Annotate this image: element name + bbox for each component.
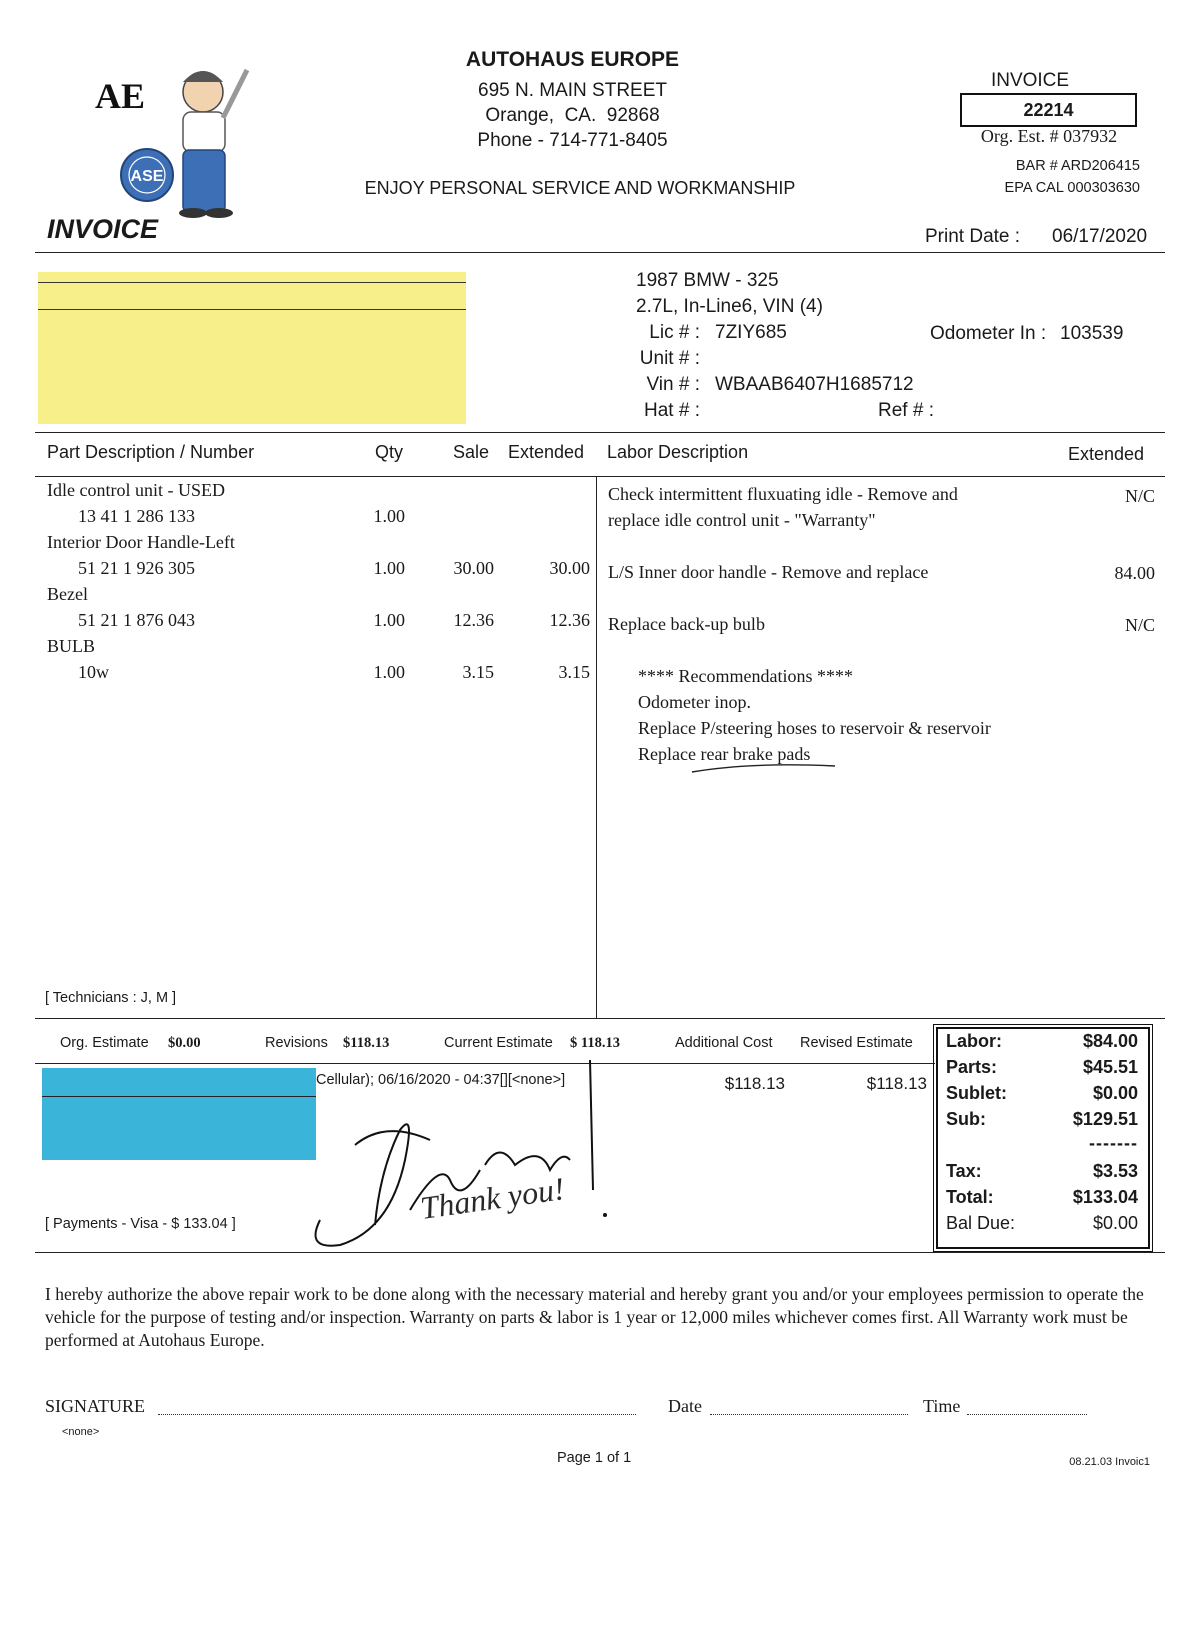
- labor-description-cont: replace idle control unit - "Warranty": [608, 510, 876, 530]
- payments: [ Payments - Visa - $ 133.04 ]: [45, 1216, 236, 1232]
- part-sale: 12.36: [453, 610, 494, 630]
- recommendation-item: Odometer inop.: [638, 692, 751, 712]
- totals-label: Sublet:: [946, 1083, 1007, 1103]
- technicians: [ Technicians : J, M ]: [45, 990, 177, 1006]
- vehicle-model: 1987 BMW - 325: [636, 270, 779, 291]
- lic-number: 7ZIY685: [715, 322, 787, 343]
- time-label: Time: [923, 1396, 961, 1416]
- part-qty: 1.00: [373, 610, 405, 630]
- totals-row: [938, 1185, 1138, 1211]
- totals-value: $0.00: [1092, 1083, 1138, 1103]
- invoice-number: 22214: [1023, 100, 1074, 120]
- revisions-label: Revisions: [265, 1035, 328, 1051]
- totals-label: Bal Due:: [946, 1213, 1016, 1233]
- print-date-label: Print Date :: [925, 226, 1021, 247]
- totals-value: $3.53: [1092, 1161, 1138, 1181]
- totals-label: Parts:: [946, 1057, 998, 1077]
- totals-row: [938, 1211, 1138, 1237]
- totals-row: [938, 1081, 1138, 1107]
- labor-extended: N/C: [1124, 615, 1155, 635]
- part-qty: 1.00: [373, 662, 405, 682]
- odometer-label: Odometer In :: [930, 323, 1047, 344]
- date-line: [710, 1414, 908, 1415]
- totals-label: Sub:: [946, 1109, 986, 1129]
- table-bottom-divider: [35, 1018, 1165, 1019]
- labor-description: Check intermittent fluxuating idle - Remove and: [608, 484, 958, 504]
- shop-city: Orange, CA. 92868: [485, 105, 660, 126]
- table-header-divider: [35, 476, 1165, 477]
- col-header-sale: Sale: [453, 442, 490, 462]
- recommendation-item: Replace P/steering hoses to reservoir & reservoir: [638, 718, 991, 738]
- labor-extended: N/C: [1124, 486, 1155, 506]
- totals-value: $0.00: [1092, 1213, 1138, 1233]
- part-extended: 3.15: [558, 662, 590, 682]
- handwritten-underline: [690, 760, 840, 776]
- shop-tagline: ENJOY PERSONAL SERVICE AND WORKMANSHIP: [364, 178, 796, 198]
- signature-label: SIGNATURE: [45, 1396, 146, 1416]
- labor-extended: 84.00: [1114, 563, 1155, 583]
- totals-label: Labor:: [946, 1031, 1002, 1051]
- estimate-row-additional: $118.13: [724, 1074, 785, 1093]
- ref-label: Ref # :: [878, 400, 934, 421]
- bar-number: BAR # ARD206415: [1015, 158, 1140, 174]
- labor-description: Replace back-up bulb: [608, 614, 765, 634]
- part-sale: 3.15: [462, 662, 494, 682]
- epa-number: EPA CAL 000303630: [1004, 180, 1140, 196]
- totals-bottom-divider: [35, 1252, 1165, 1253]
- vehicle-divider: [35, 432, 1165, 433]
- odometer-value: 103539: [1060, 323, 1124, 344]
- part-qty: 1.00: [373, 558, 405, 578]
- invoice-label: INVOICE: [990, 70, 1070, 91]
- form-code: 08.21.03 Invoic1: [1069, 1456, 1150, 1468]
- customer-redaction: [38, 272, 466, 424]
- totals-separator: -------: [1089, 1133, 1138, 1153]
- part-qty: 1.00: [373, 506, 405, 526]
- totals-box: [936, 1027, 1150, 1249]
- additional-cost-label: Additional Cost: [675, 1035, 773, 1051]
- shop-logo: [95, 30, 265, 220]
- labor-description: L/S Inner door handle - Remove and replace: [608, 562, 929, 582]
- authorization-text: I hereby authorize the above repair work to be done along with the necessary material and hereby grant you and/or your employees permission to operate the vehicle for the purpose of testing and/or inspection. Warranty on parts & labor is 1 year or 12,000 miles whichever comes first. All Warranty work must be performed at Autohaus Europe.: [45, 1284, 1144, 1350]
- current-estimate-label: Current Estimate: [444, 1035, 553, 1051]
- date-label: Date: [668, 1396, 702, 1416]
- page-number: Page 1 of 1: [557, 1450, 632, 1466]
- part-number: 51 21 1 876 043: [78, 610, 195, 630]
- totals-value: $129.51: [1072, 1109, 1138, 1129]
- table-column-divider: [596, 476, 597, 1018]
- recommendations-title: **** Recommendations ****: [638, 666, 853, 686]
- col-header-labor-extended: Extended: [1068, 444, 1145, 464]
- signature-none: <none>: [62, 1426, 100, 1438]
- contact-redaction: [42, 1068, 316, 1160]
- invoice-heading: INVOICE: [47, 214, 159, 244]
- totals-row: [938, 1107, 1138, 1133]
- invoice-number-box: [960, 93, 1137, 127]
- part-extended: 12.36: [549, 610, 590, 630]
- part-extended: 30.00: [549, 558, 590, 578]
- vin-number: WBAAB6407H1685712: [715, 374, 914, 395]
- totals-row: [938, 1029, 1138, 1055]
- vehicle-engine: 2.7L, In-Line6, VIN (4): [636, 296, 823, 317]
- totals-row: [938, 1055, 1138, 1081]
- vin-label: Vin # :: [646, 374, 700, 395]
- revisions-value: $118.13: [343, 1035, 390, 1051]
- col-header-part: Part Description / Number: [47, 442, 255, 462]
- totals-label: Tax:: [946, 1161, 982, 1181]
- shop-phone: Phone - 714-771-8405: [477, 130, 668, 151]
- print-date: 06/17/2020: [1052, 226, 1148, 247]
- org-est-number: Org. Est. # 037932: [980, 126, 1118, 146]
- org-estimate-label: Org. Estimate: [60, 1035, 149, 1051]
- ase-badge-text: ASE: [130, 168, 164, 185]
- part-description: BULB: [47, 636, 96, 656]
- totals-row: [938, 1159, 1138, 1185]
- part-description: Idle control unit - USED: [47, 480, 225, 500]
- totals-value: $84.00: [1082, 1031, 1138, 1051]
- unit-label: Unit # :: [639, 348, 700, 369]
- part-number: 10w: [78, 662, 109, 682]
- current-estimate-value: $ 118.13: [570, 1035, 620, 1051]
- signature-line: [158, 1414, 636, 1415]
- header-divider: [35, 252, 1165, 253]
- lic-label: Lic # :: [649, 322, 700, 343]
- part-sale: 30.00: [453, 558, 494, 578]
- col-header-qty: Qty: [375, 442, 404, 462]
- revised-estimate-label: Revised Estimate: [800, 1035, 913, 1051]
- handwritten-thank-you: [300, 1050, 640, 1260]
- time-line: [967, 1414, 1087, 1415]
- part-number: 51 21 1 926 305: [78, 558, 195, 578]
- estimate-row-revised: $118.13: [866, 1074, 927, 1093]
- recommendation-item: Replace rear brake pads: [638, 744, 811, 764]
- part-description: Interior Door Handle-Left: [47, 532, 235, 552]
- part-number: 13 41 1 286 133: [78, 506, 195, 526]
- totals-value: $133.04: [1072, 1187, 1138, 1207]
- col-header-labor: Labor Description: [607, 442, 749, 462]
- col-header-extended: Extended: [508, 442, 585, 462]
- org-estimate-value: $0.00: [168, 1035, 201, 1051]
- estimate-row-text: Cellular); 06/16/2020 - 04:37[][<none>]: [316, 1072, 566, 1088]
- totals-value: $45.51: [1082, 1057, 1138, 1077]
- totals-label: Total:: [946, 1187, 994, 1207]
- shop-name: AUTOHAUS EUROPE: [465, 48, 680, 71]
- part-description: Bezel: [47, 584, 88, 604]
- handwritten-thank-you-text: Thank you!: [418, 1170, 567, 1226]
- hat-label: Hat # :: [644, 400, 700, 421]
- logo-ae-text: AE: [95, 76, 146, 116]
- shop-street: 695 N. MAIN STREET: [478, 80, 667, 101]
